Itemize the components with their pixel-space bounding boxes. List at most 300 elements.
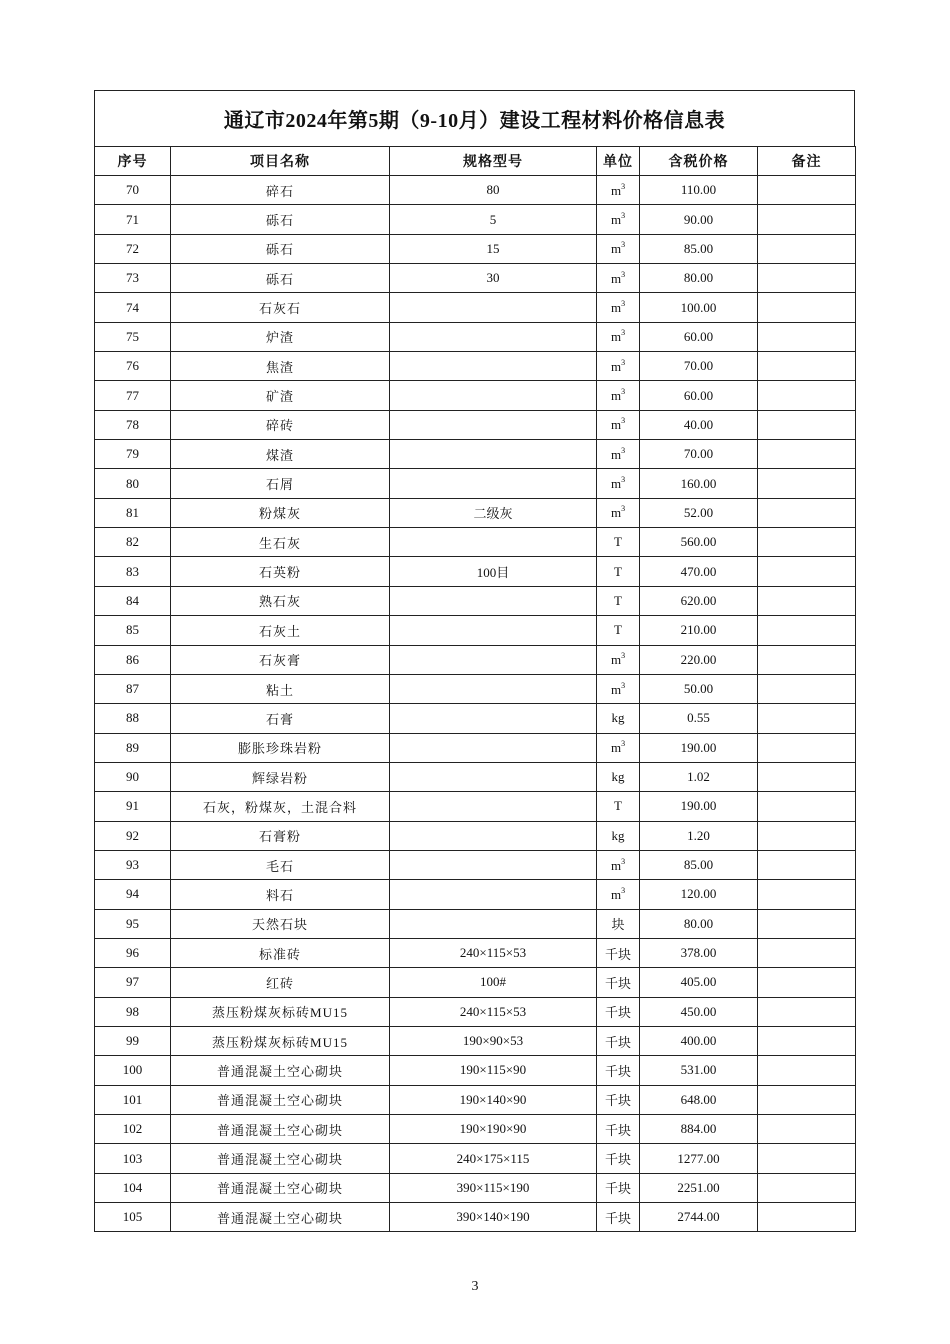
cell-spec: 80 — [390, 176, 597, 205]
cell-name: 料石 — [171, 880, 390, 909]
unit-text: m — [610, 476, 622, 492]
cell-name: 砾石 — [171, 264, 390, 293]
table-row — [95, 645, 856, 674]
cell-no: 103 — [95, 1144, 171, 1173]
cell-unit — [597, 381, 640, 410]
table-row — [95, 234, 856, 263]
page-title: 通辽市2024年第5期（9-10月）建设工程材料价格信息表 — [223, 110, 726, 132]
unit-text: m — [610, 857, 622, 873]
unit-text: T — [614, 798, 622, 814]
cell-no: 70 — [95, 176, 171, 205]
unit-superscript: 3 — [621, 475, 626, 485]
unit-text: 块 — [611, 917, 625, 933]
cell-price: 90.00 — [640, 205, 758, 234]
cell-unit — [597, 880, 640, 909]
table-row — [95, 410, 856, 439]
cell-no: 79 — [95, 440, 171, 469]
unit-text: m — [610, 329, 622, 345]
unit-superscript: 3 — [621, 299, 626, 309]
cell-spec: 30 — [390, 264, 597, 293]
cell-note — [758, 704, 856, 733]
cell-unit — [597, 293, 640, 322]
table-header-row — [95, 147, 856, 176]
unit-text: 千块 — [604, 1005, 631, 1021]
cell-price: 52.00 — [640, 498, 758, 527]
cell-unit — [597, 938, 640, 967]
table-row — [95, 1203, 856, 1232]
cell-note — [758, 440, 856, 469]
cell-unit — [597, 616, 640, 645]
header-spec: 规格型号 — [390, 147, 597, 176]
unit-text: m — [610, 300, 622, 316]
cell-note — [758, 997, 856, 1026]
cell-no: 85 — [95, 616, 171, 645]
cell-name: 毛石 — [171, 850, 390, 879]
cell-name: 矿渣 — [171, 381, 390, 410]
cell-price: 85.00 — [640, 234, 758, 263]
cell-note — [758, 293, 856, 322]
unit-text: m — [610, 505, 622, 521]
cell-no: 100 — [95, 1056, 171, 1085]
table-row — [95, 440, 856, 469]
cell-unit — [597, 322, 640, 351]
cell-spec — [390, 733, 597, 762]
cell-note — [758, 1203, 856, 1232]
cell-name: 普通混凝土空心砌块 — [171, 1115, 390, 1144]
unit-superscript: 3 — [621, 416, 626, 426]
cell-spec — [390, 674, 597, 703]
table-row — [95, 557, 856, 586]
cell-price: 0.55 — [640, 704, 758, 733]
unit-text: m — [610, 212, 622, 228]
table-row — [95, 762, 856, 791]
cell-name: 粉煤灰 — [171, 498, 390, 527]
cell-no: 97 — [95, 968, 171, 997]
unit-superscript: 3 — [621, 739, 626, 749]
table-body — [95, 176, 856, 1232]
unit-text: m — [610, 740, 622, 756]
unit-text: 千块 — [604, 1122, 631, 1138]
cell-price: 60.00 — [640, 322, 758, 351]
unit-superscript: 3 — [621, 680, 626, 690]
cell-name: 碎砖 — [171, 410, 390, 439]
cell-price: 1277.00 — [640, 1144, 758, 1173]
unit-text: 千块 — [604, 975, 631, 991]
cell-price: 190.00 — [640, 792, 758, 821]
cell-note — [758, 880, 856, 909]
cell-name: 天然石块 — [171, 909, 390, 938]
cell-no: 91 — [95, 792, 171, 821]
page-number: 3 — [471, 1279, 479, 1294]
cell-price: 470.00 — [640, 557, 758, 586]
unit-text: m — [610, 388, 622, 404]
cell-name: 标准砖 — [171, 938, 390, 967]
unit-superscript: 3 — [621, 504, 626, 514]
cell-name: 蒸压粉煤灰标砖MU15 — [171, 997, 390, 1026]
cell-no: 96 — [95, 938, 171, 967]
unit-text: T — [614, 563, 622, 579]
cell-note — [758, 968, 856, 997]
cell-note — [758, 528, 856, 557]
cell-no: 99 — [95, 1026, 171, 1055]
cell-name: 石灰，粉煤灰，土混合料 — [171, 792, 390, 821]
cell-price: 80.00 — [640, 264, 758, 293]
cell-no: 87 — [95, 674, 171, 703]
cell-note — [758, 850, 856, 879]
table-row — [95, 938, 856, 967]
cell-no: 93 — [95, 850, 171, 879]
cell-no: 102 — [95, 1115, 171, 1144]
cell-price: 80.00 — [640, 909, 758, 938]
cell-unit — [597, 1056, 640, 1085]
cell-price: 648.00 — [640, 1085, 758, 1114]
cell-spec: 240×115×53 — [390, 997, 597, 1026]
header-note: 备注 — [758, 147, 856, 176]
cell-no: 104 — [95, 1173, 171, 1202]
cell-spec — [390, 909, 597, 938]
header-unit: 单位 — [597, 147, 640, 176]
cell-unit — [597, 205, 640, 234]
cell-unit — [597, 498, 640, 527]
cell-unit — [597, 469, 640, 498]
table-row — [95, 381, 856, 410]
cell-unit — [597, 586, 640, 615]
cell-unit — [597, 821, 640, 850]
unit-text: m — [610, 652, 622, 668]
cell-no: 71 — [95, 205, 171, 234]
table-row — [95, 1056, 856, 1085]
cell-spec — [390, 586, 597, 615]
unit-text: T — [614, 592, 622, 608]
cell-spec: 100# — [390, 968, 597, 997]
table-row — [95, 850, 856, 879]
cell-no: 95 — [95, 909, 171, 938]
cell-spec: 390×140×190 — [390, 1203, 597, 1232]
unit-text: 千块 — [604, 1181, 631, 1197]
cell-name: 石膏 — [171, 704, 390, 733]
unit-superscript: 3 — [621, 328, 626, 338]
unit-text: T — [614, 622, 622, 638]
cell-note — [758, 645, 856, 674]
unit-text: m — [610, 417, 622, 433]
cell-note — [758, 586, 856, 615]
header-price: 含税价格 — [640, 147, 758, 176]
cell-name: 石英粉 — [171, 557, 390, 586]
cell-unit — [597, 792, 640, 821]
cell-spec — [390, 762, 597, 791]
cell-name: 普通混凝土空心砌块 — [171, 1085, 390, 1114]
cell-note — [758, 322, 856, 351]
unit-text: m — [610, 182, 622, 198]
cell-name: 红砖 — [171, 968, 390, 997]
cell-price: 378.00 — [640, 938, 758, 967]
cell-no: 73 — [95, 264, 171, 293]
cell-note — [758, 176, 856, 205]
unit-superscript: 3 — [621, 357, 626, 367]
unit-text: 千块 — [604, 946, 631, 962]
cell-price: 85.00 — [640, 850, 758, 879]
cell-unit — [597, 1026, 640, 1055]
table-row — [95, 616, 856, 645]
cell-price: 160.00 — [640, 469, 758, 498]
cell-price: 400.00 — [640, 1026, 758, 1055]
unit-text: 千块 — [604, 1034, 631, 1050]
cell-no: 86 — [95, 645, 171, 674]
cell-note — [758, 498, 856, 527]
table-row — [95, 322, 856, 351]
cell-price: 1.20 — [640, 821, 758, 850]
cell-spec — [390, 352, 597, 381]
cell-name: 普通混凝土空心砌块 — [171, 1203, 390, 1232]
cell-no: 101 — [95, 1085, 171, 1114]
table-row — [95, 821, 856, 850]
cell-unit — [597, 528, 640, 557]
cell-price: 620.00 — [640, 586, 758, 615]
cell-spec — [390, 293, 597, 322]
cell-no: 77 — [95, 381, 171, 410]
cell-spec: 二级灰 — [390, 498, 597, 527]
unit-text: kg — [611, 827, 625, 843]
cell-no: 105 — [95, 1203, 171, 1232]
table-row — [95, 264, 856, 293]
cell-spec — [390, 528, 597, 557]
unit-superscript: 3 — [621, 651, 626, 661]
cell-no: 92 — [95, 821, 171, 850]
cell-price: 70.00 — [640, 352, 758, 381]
table-row — [95, 176, 856, 205]
cell-note — [758, 410, 856, 439]
cell-price: 1.02 — [640, 762, 758, 791]
cell-no: 72 — [95, 234, 171, 263]
cell-no: 88 — [95, 704, 171, 733]
cell-note — [758, 352, 856, 381]
unit-text: m — [610, 270, 622, 286]
header-name: 项目名称 — [171, 147, 390, 176]
unit-superscript: 3 — [621, 269, 626, 279]
cell-spec: 240×175×115 — [390, 1144, 597, 1173]
cell-note — [758, 1026, 856, 1055]
cell-no: 83 — [95, 557, 171, 586]
cell-name: 石膏粉 — [171, 821, 390, 850]
cell-note — [758, 205, 856, 234]
cell-unit — [597, 704, 640, 733]
cell-name: 普通混凝土空心砌块 — [171, 1056, 390, 1085]
cell-note — [758, 733, 856, 762]
cell-unit — [597, 176, 640, 205]
cell-no: 81 — [95, 498, 171, 527]
price-table — [94, 146, 856, 1232]
header-no: 序号 — [95, 147, 171, 176]
table-row — [95, 1115, 856, 1144]
cell-spec: 190×190×90 — [390, 1115, 597, 1144]
cell-name: 石灰土 — [171, 616, 390, 645]
cell-unit — [597, 440, 640, 469]
price-table-sheet — [94, 90, 855, 1232]
cell-name: 焦渣 — [171, 352, 390, 381]
cell-unit — [597, 234, 640, 263]
cell-note — [758, 381, 856, 410]
unit-text: m — [610, 241, 622, 257]
unit-text: m — [610, 681, 622, 697]
cell-spec: 190×140×90 — [390, 1085, 597, 1114]
unit-text: m — [610, 358, 622, 374]
table-row — [95, 469, 856, 498]
cell-spec: 240×115×53 — [390, 938, 597, 967]
cell-name: 石屑 — [171, 469, 390, 498]
unit-superscript: 3 — [621, 387, 626, 397]
cell-price: 40.00 — [640, 410, 758, 439]
cell-unit — [597, 410, 640, 439]
unit-superscript: 3 — [621, 445, 626, 455]
cell-name: 砾石 — [171, 205, 390, 234]
cell-spec — [390, 440, 597, 469]
table-row — [95, 498, 856, 527]
cell-price: 60.00 — [640, 381, 758, 410]
cell-unit — [597, 264, 640, 293]
table-row — [95, 1026, 856, 1055]
cell-note — [758, 1144, 856, 1173]
cell-spec — [390, 322, 597, 351]
cell-unit — [597, 762, 640, 791]
cell-unit — [597, 909, 640, 938]
unit-text: 千块 — [604, 1093, 631, 1109]
cell-spec — [390, 792, 597, 821]
cell-spec: 5 — [390, 205, 597, 234]
cell-note — [758, 234, 856, 263]
cell-name: 普通混凝土空心砌块 — [171, 1144, 390, 1173]
cell-name: 粘土 — [171, 674, 390, 703]
cell-spec — [390, 381, 597, 410]
cell-unit — [597, 1144, 640, 1173]
cell-no: 78 — [95, 410, 171, 439]
table-row — [95, 1085, 856, 1114]
cell-spec — [390, 410, 597, 439]
cell-note — [758, 1085, 856, 1114]
unit-text: kg — [611, 769, 625, 785]
cell-no: 98 — [95, 997, 171, 1026]
cell-name: 石灰膏 — [171, 645, 390, 674]
cell-note — [758, 1056, 856, 1085]
cell-price: 210.00 — [640, 616, 758, 645]
cell-note — [758, 821, 856, 850]
cell-unit — [597, 997, 640, 1026]
cell-price: 50.00 — [640, 674, 758, 703]
cell-unit — [597, 557, 640, 586]
table-row — [95, 352, 856, 381]
cell-name: 炉渣 — [171, 322, 390, 351]
cell-unit — [597, 733, 640, 762]
cell-spec: 100目 — [390, 557, 597, 586]
cell-spec — [390, 469, 597, 498]
cell-spec — [390, 880, 597, 909]
cell-unit — [597, 1085, 640, 1114]
cell-unit — [597, 1173, 640, 1202]
cell-spec — [390, 850, 597, 879]
table-row — [95, 792, 856, 821]
cell-note — [758, 264, 856, 293]
cell-note — [758, 1173, 856, 1202]
cell-no: 94 — [95, 880, 171, 909]
unit-text: 千块 — [604, 1063, 631, 1079]
cell-spec: 190×115×90 — [390, 1056, 597, 1085]
cell-spec: 15 — [390, 234, 597, 263]
cell-spec — [390, 616, 597, 645]
cell-name: 煤渣 — [171, 440, 390, 469]
cell-price: 100.00 — [640, 293, 758, 322]
cell-price: 560.00 — [640, 528, 758, 557]
table-row — [95, 674, 856, 703]
cell-price: 220.00 — [640, 645, 758, 674]
cell-name: 膨胀珍珠岩粉 — [171, 733, 390, 762]
unit-text: 千块 — [604, 1210, 631, 1226]
cell-no: 82 — [95, 528, 171, 557]
cell-spec — [390, 645, 597, 674]
cell-unit — [597, 1115, 640, 1144]
cell-note — [758, 762, 856, 791]
cell-note — [758, 674, 856, 703]
cell-price: 405.00 — [640, 968, 758, 997]
unit-text: T — [614, 534, 622, 550]
table-row — [95, 997, 856, 1026]
cell-price: 450.00 — [640, 997, 758, 1026]
unit-text: m — [610, 886, 622, 902]
cell-unit — [597, 1203, 640, 1232]
cell-spec: 390×115×190 — [390, 1173, 597, 1202]
cell-no: 76 — [95, 352, 171, 381]
cell-note — [758, 909, 856, 938]
cell-note — [758, 469, 856, 498]
unit-text: 千块 — [604, 1152, 631, 1168]
cell-name: 砾石 — [171, 234, 390, 263]
table-row — [95, 733, 856, 762]
cell-note — [758, 1115, 856, 1144]
cell-name: 碎石 — [171, 176, 390, 205]
cell-price: 110.00 — [640, 176, 758, 205]
cell-note — [758, 938, 856, 967]
cell-name: 熟石灰 — [171, 586, 390, 615]
table-row — [95, 293, 856, 322]
unit-text: m — [610, 446, 622, 462]
cell-unit — [597, 674, 640, 703]
cell-price: 2251.00 — [640, 1173, 758, 1202]
cell-note — [758, 616, 856, 645]
table-row — [95, 704, 856, 733]
table-row — [95, 880, 856, 909]
cell-note — [758, 792, 856, 821]
cell-price: 120.00 — [640, 880, 758, 909]
unit-superscript: 3 — [621, 211, 626, 221]
cell-no: 90 — [95, 762, 171, 791]
table-row — [95, 1144, 856, 1173]
cell-unit — [597, 850, 640, 879]
cell-no: 89 — [95, 733, 171, 762]
cell-price: 884.00 — [640, 1115, 758, 1144]
unit-superscript: 3 — [621, 240, 626, 250]
cell-no: 74 — [95, 293, 171, 322]
unit-superscript: 3 — [621, 856, 626, 866]
table-row — [95, 1173, 856, 1202]
unit-text: kg — [611, 710, 625, 726]
cell-spec: 190×90×53 — [390, 1026, 597, 1055]
title-box — [94, 90, 855, 146]
cell-no: 80 — [95, 469, 171, 498]
cell-unit — [597, 968, 640, 997]
cell-name: 辉绿岩粉 — [171, 762, 390, 791]
cell-price: 70.00 — [640, 440, 758, 469]
table-row — [95, 968, 856, 997]
unit-superscript: 3 — [621, 885, 626, 895]
table-row — [95, 205, 856, 234]
